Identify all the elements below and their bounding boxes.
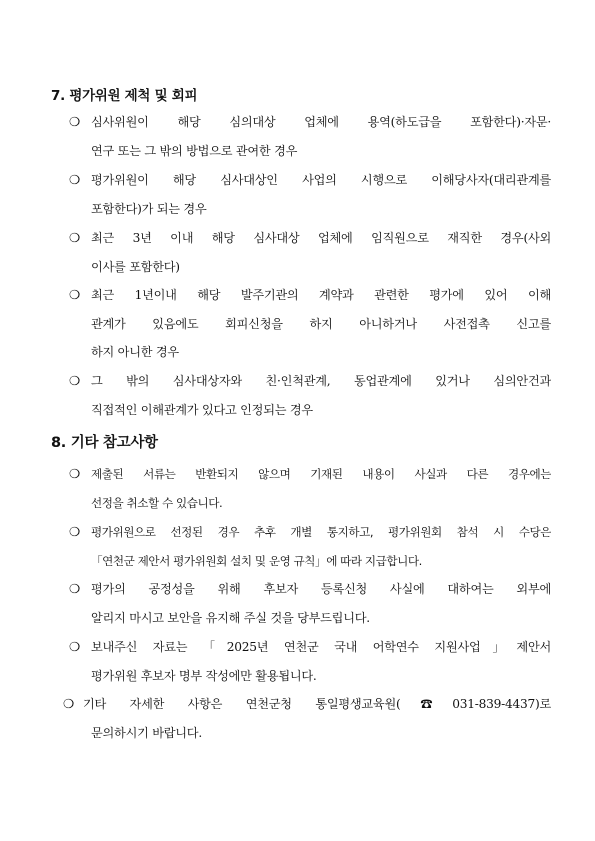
bullet-circle-icon: ❍ bbox=[69, 172, 81, 187]
item-line: 기타 자세한 사항은 연천군청 통일평생교육원(☎031-839-4437)로 bbox=[83, 697, 551, 711]
item-line: 보내주신 자료는 「2025년 연천군 국내 어학연수 지원사업」제안서 bbox=[91, 640, 551, 654]
bullet-circle-icon: ❍ bbox=[69, 639, 81, 654]
item-line: 이사를 포함한다) bbox=[91, 260, 180, 274]
item-line: 평가의 공정성을 위해 후보자 등록신청 사실에 대하여는 외부에 bbox=[91, 582, 551, 596]
bullet-circle-icon: ❍ bbox=[69, 373, 81, 388]
item-line: 최근 3년 이내 해당 심사대상 업체에 임직원으로 재직한 경우(사외 bbox=[91, 231, 551, 245]
item-line: 평가위원이 해당 심사대상인 사업의 시행으로 이해당사자(대리관계를 bbox=[91, 173, 551, 187]
item-line: 평가위원으로 선정된 경우 추후 개별 통지하고, 평가위원회 참석 시 수당은 bbox=[91, 525, 551, 539]
item-line: 평가위원 후보자 명부 작성에만 활용됩니다. bbox=[91, 669, 317, 683]
item-line: 「연천군 제안서 평가위원회 설치 및 운영 규칙」에 따라 지급합니다. bbox=[91, 554, 422, 568]
item-line: 심사위원이 해당 심의대상 업체에 용역(하도급을 포함한다)·자문· bbox=[91, 115, 551, 129]
item-line: 포함한다)가 되는 경우 bbox=[91, 202, 207, 216]
item-line: 하지 아니한 경우 bbox=[91, 345, 179, 359]
bullet-circle-icon: ❍ bbox=[69, 581, 81, 596]
bullet-circle-icon: ❍ bbox=[69, 524, 81, 539]
item-line: 관계가 있음에도 회피신청을 하지 아니하거나 사전접촉 신고를 bbox=[91, 317, 551, 331]
bullet-circle-icon: ❍ bbox=[69, 230, 81, 245]
item-line: 직접적인 이해관계가 있다고 인정되는 경우 bbox=[91, 403, 313, 417]
item-line: 선정을 취소할 수 있습니다. bbox=[91, 496, 223, 510]
bullet-circle-icon: ❍ bbox=[69, 466, 81, 481]
item-line: 제출된 서류는 반환되지 않으며 기재된 내용이 사실과 다른 경우에는 bbox=[91, 467, 551, 481]
bullet-circle-icon: ❍ bbox=[63, 696, 75, 711]
item-line: 연구 또는 그 밖의 방법으로 관여한 경우 bbox=[91, 144, 298, 158]
section-7-heading: 7. 평가위원 제척 및 회피 bbox=[51, 88, 198, 104]
item-line: 최근 1년이내 해당 발주기관의 계약과 관련한 평가에 있어 이해 bbox=[91, 288, 551, 302]
bullet-circle-icon: ❍ bbox=[69, 114, 81, 129]
item-line: 알리지 마시고 보안을 유지해 주실 것을 당부드립니다. bbox=[91, 611, 370, 625]
item-line: 그 밖의 심사대상자와 친·인척관계, 동업관계에 있거나 심의안건과 bbox=[91, 374, 551, 388]
item-line: 문의하시기 바랍니다. bbox=[91, 726, 202, 740]
section-8-heading: 8. 기타 참고사항 bbox=[51, 435, 158, 451]
bullet-circle-icon: ❍ bbox=[69, 287, 81, 302]
